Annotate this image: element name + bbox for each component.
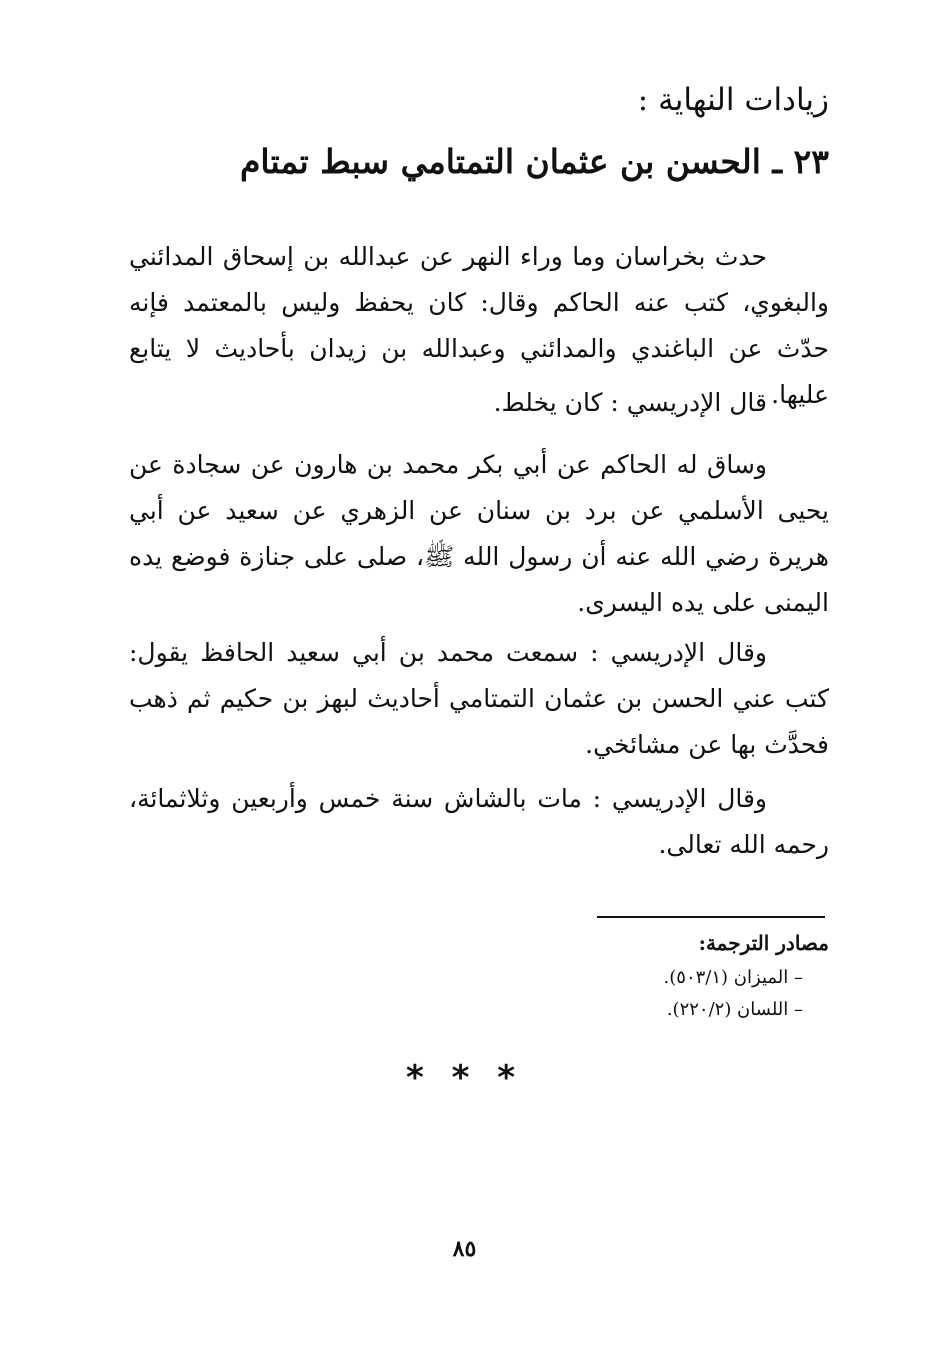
sources-list [303,962,803,1026]
page-number: ٨٥ [452,1236,477,1262]
sources-heading: مصادر الترجمة: [698,931,829,955]
paragraph-idrisi-quote: قال الإدريسي : كان يخلط. [493,388,767,417]
footnote-divider [597,916,825,918]
source-item-lisan: – اللسان (٢٢٠/٢). [303,994,803,1026]
paragraph-biography: حدث بخراسان وما وراء النهر عن عبدالله بن إسحاق المدائني والبغوي، كتب عنه الحاكم وقال: كان يحفظ وليس بالمعتمد فإنه حدّث عن الباغندي والمدائني وعبدالله بن زيدان بأحاديث لا يتابع عليها. [129,242,829,409]
paragraph-hadith: وساق له الحاكم عن أبي بكر محمد بن هارون عن سجادة عن يحيى الأسلمي عن برد بن سنان عن الزهري عن سعيد عن أبي هريرة رضي الله عنه أن رسول الله ﷺ، صلى على جنازة فوضع يده اليمنى على يده اليسرى. [129,450,829,617]
paragraph-death: وقال الإدريسي : مات بالشاش سنة خمس وأربعين وثلاثمائة، رحمه الله تعالى. [129,784,829,859]
section-title: زيادات النهاية : [637,82,829,118]
source-item-mizan: – الميزان (٥٠٣/١). [303,962,803,994]
entry-title: ٢٣ ـ الحسن بن عثمان التمتامي سبط تمتام [239,142,829,181]
section-separator: * * * [405,1058,523,1098]
paragraph-idrisi-narration: وقال الإدريسي : سمعت محمد بن أبي سعيد الحافظ يقول: كتب عني الحسن بن عثمان التمتامي أحاديث لبهز بن حكيم ثم ذهب فحدَّث بها عن مشائخي. [129,638,829,759]
